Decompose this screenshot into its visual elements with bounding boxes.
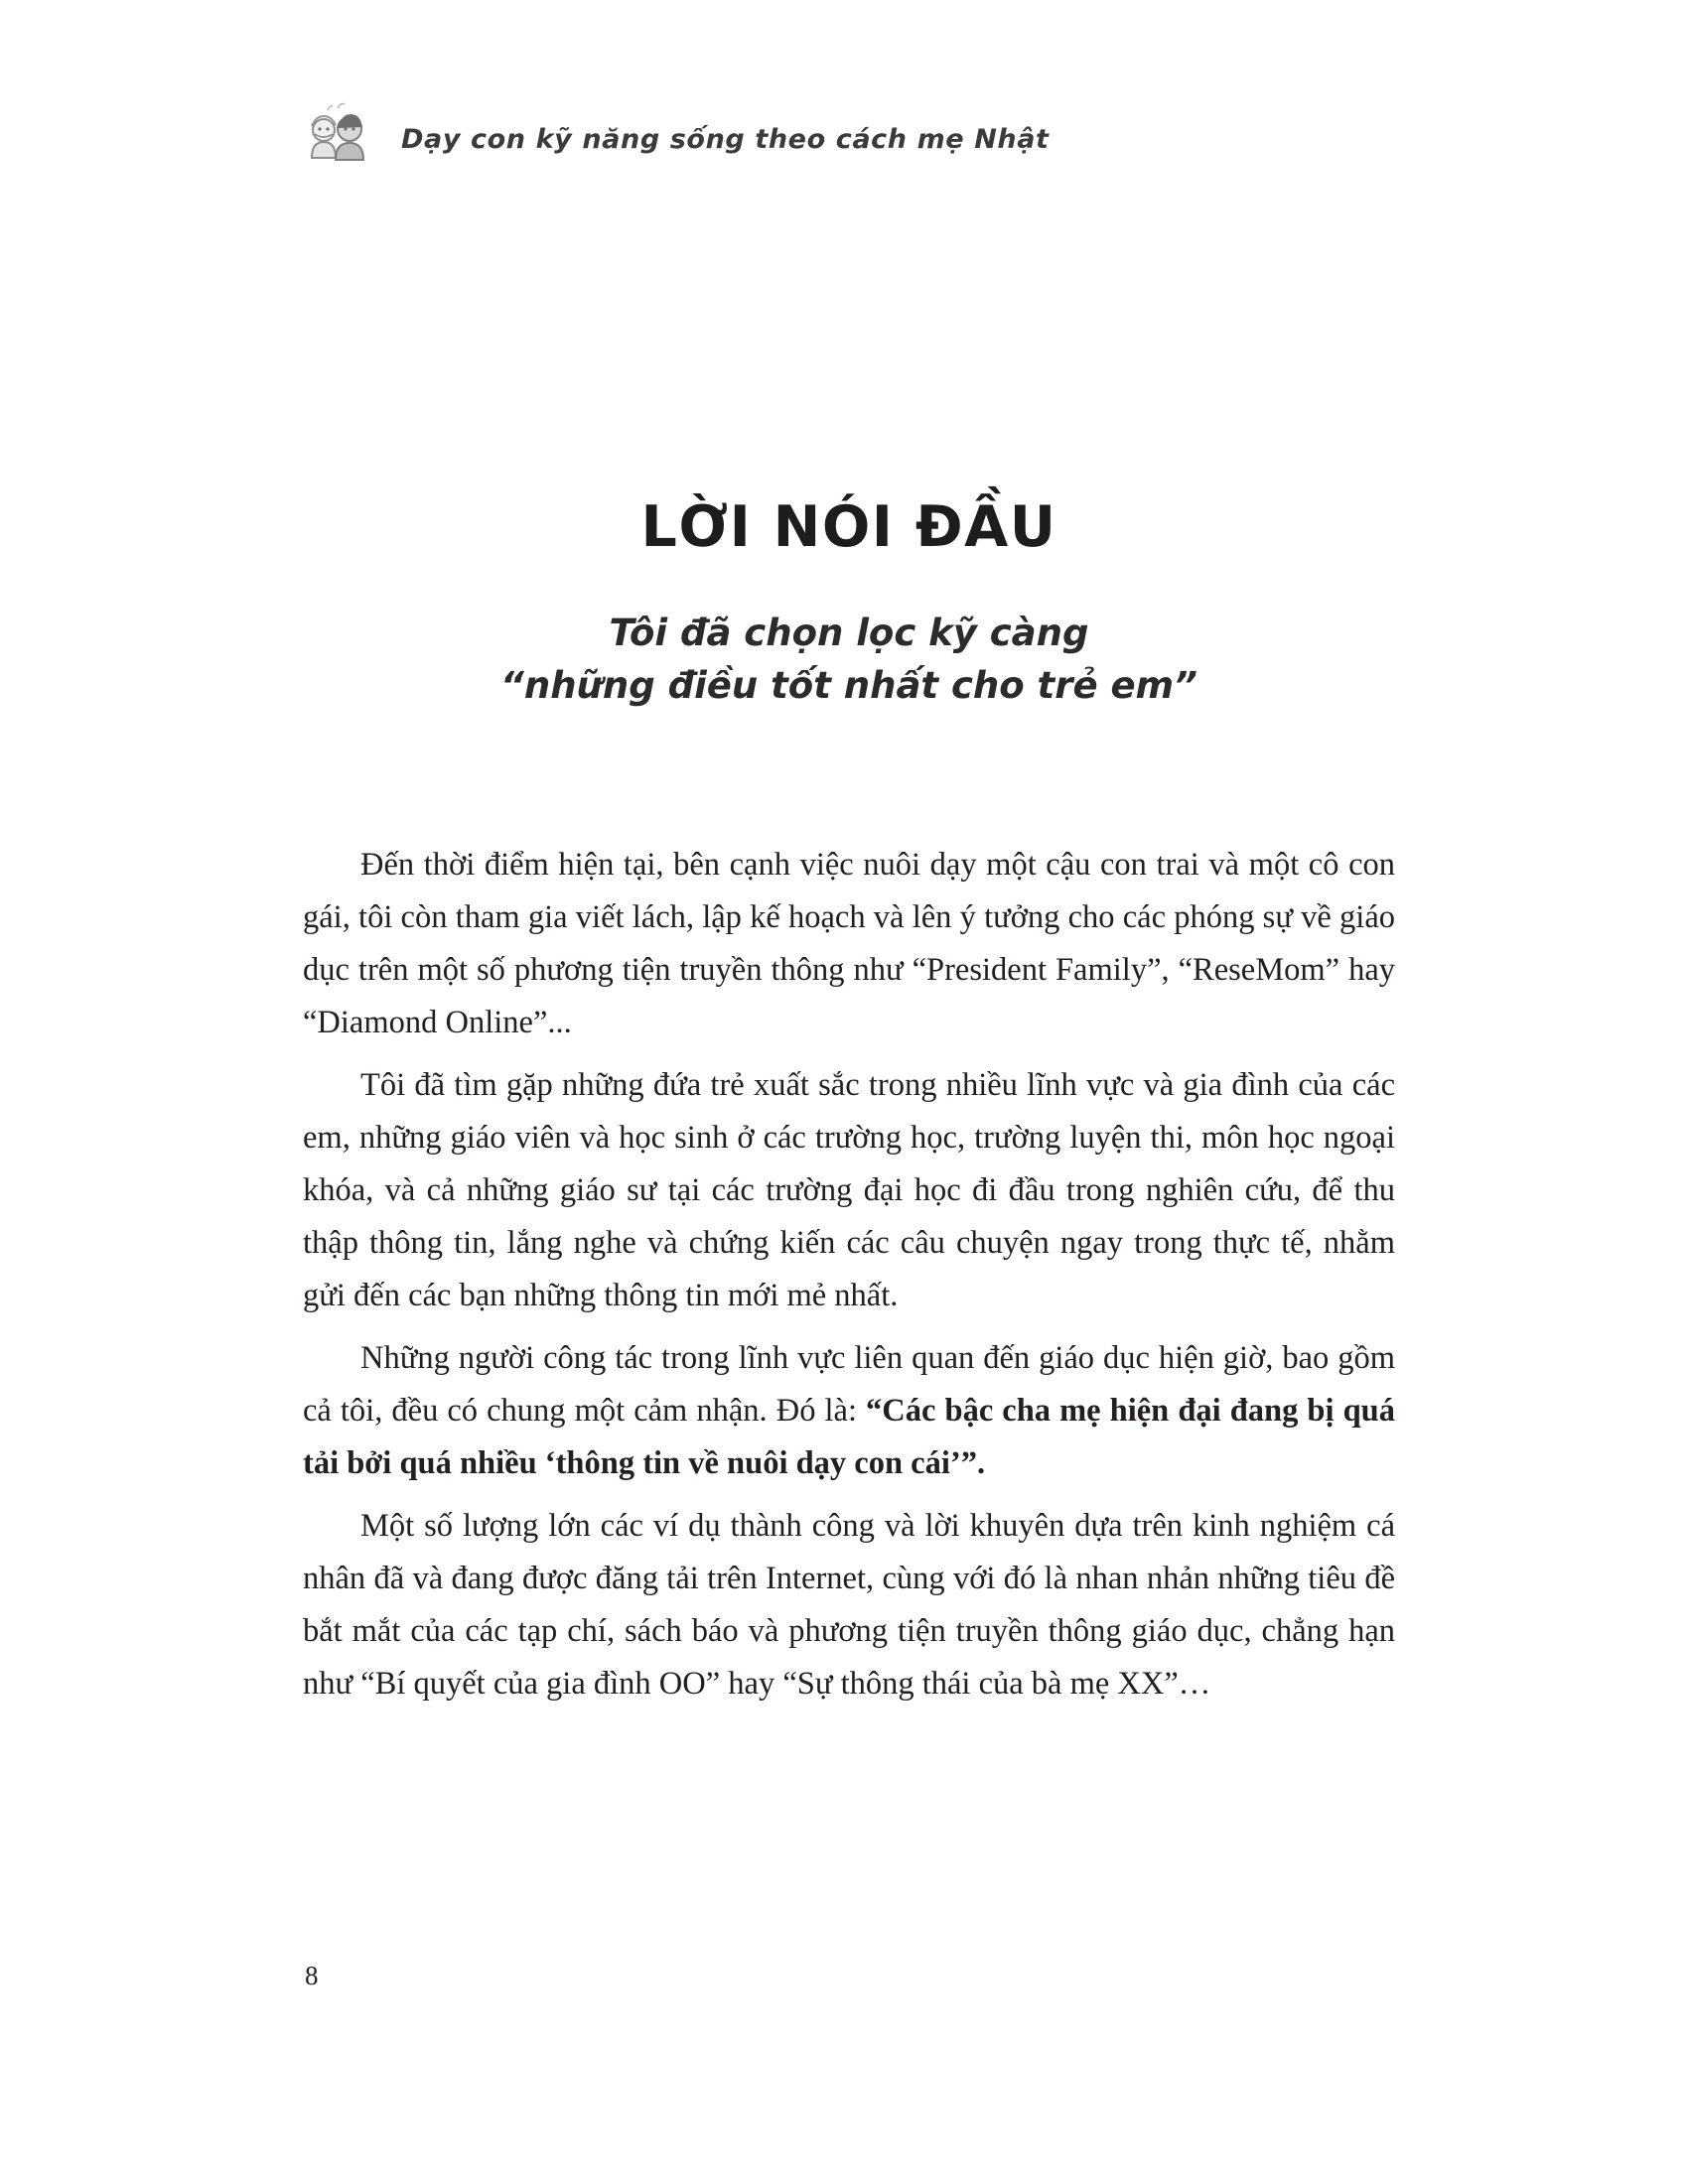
two-children-illustration-icon [298,96,383,182]
page-title: LỜI NÓI ĐẦU [640,494,1057,560]
paragraph-bold-quote: “Các bậc cha mẹ hiện đại đang bị quá tải bởi quá nhiều ‘thông tin về nuôi dạy con cái’”. [303,1392,1395,1481]
running-header-title: Dạy con kỹ năng sống theo cách mẹ Nhật [401,123,1050,155]
title-block [298,496,1400,713]
page-subtitle-line-2: “những điều tốt nhất cho trẻ em” [500,664,1197,708]
paragraph-lead: Những người công tác trong lĩnh vực liên quan đến giáo dục hiện giờ, bao gồm cả tôi, đều có chung một cảm nhận. Đó là: [303,1339,1395,1429]
paragraph-with-emphasis [303,1332,1395,1490]
paragraph: Tôi đã tìm gặp những đứa trẻ xuất sắc trong nhiều lĩnh vực và gia đình của các em, những giáo viên và học sinh ở các trường học, trường luyện thi, môn học ngoại khóa, và cả những giáo sư tại các trường đại học đi đầu trong nghiên cứu, để thu thập thông tin, lắng nghe và chứng kiến các câu chuyện ngay trong thực tế, nhằm gửi đến các bạn những thông tin mới mẻ nhất. [303,1066,1395,1313]
page-subtitle [298,607,1400,713]
page-subtitle-line-1: Tôi đã chọn lọc kỹ càng [609,611,1089,654]
paragraph: Đến thời điểm hiện tại, bên cạnh việc nuôi dạy một cậu con trai và một cô con gái, tôi còn tham gia viết lách, lập kế hoạch và lên ý tưởng cho các phóng sự về giáo dục trên một số phương tiện truyền thông như “President Family”, “ReseMom” hay “Diamond Online”... [303,847,1395,1040]
body-text [303,839,1395,1710]
page-number: 8 [305,1961,319,1990]
running-header [298,94,1390,184]
paragraph: Một số lượng lớn các ví dụ thành công và lời khuyên dựa trên kinh nghiệm cá nhân đã và đang được đăng tải trên Internet, cùng với đó là nhan nhản những tiêu đề bắt mắt của các tạp chí, sách báo và phương tiện truyền thông giáo dục, chẳng hạn như “Bí quyết của gia đình OO” hay “Sự thông thái của bà mẹ XX”… [303,1507,1395,1702]
